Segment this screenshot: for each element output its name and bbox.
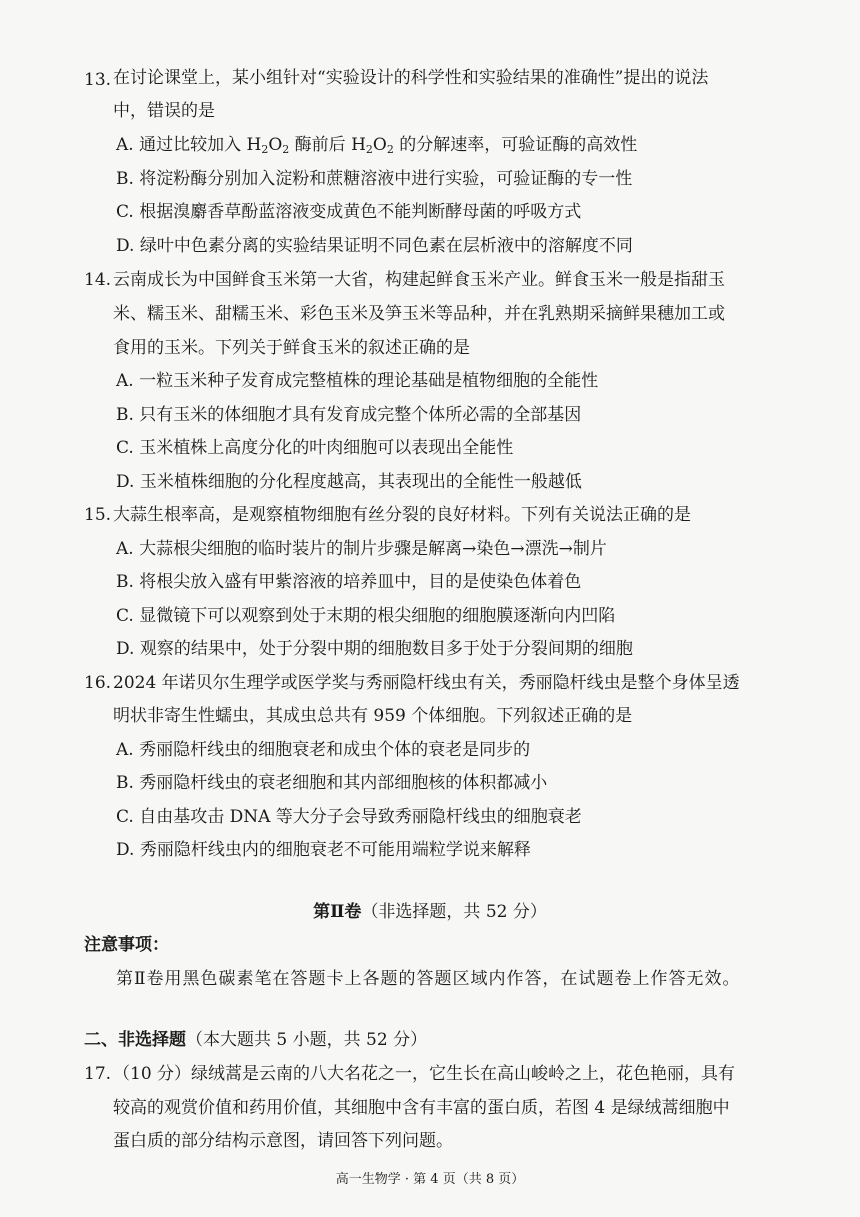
option-b: B. 将根尖放入盛有甲紫溶液的培养皿中，目的是使染色体着色 [116,572,582,592]
option-b: B. 只有玉米的体细胞才具有发育成完整个体所必需的全部基因 [116,405,582,425]
question-stem: 较高的观赏价值和药用价值，其细胞中含有丰富的蛋白质，若图 4 是绿绒蒿细胞中 [113,1098,730,1118]
option-d: D. 玉米植株细胞的分化程度越高，其表现出的全能性一般越低 [116,472,582,492]
question-stem: 在讨论课堂上，某小组针对“实验设计的科学性和实验结果的准确性”提出的说法 [113,68,709,88]
option-a: A. 通过比较加入 $H_2O_2$ 酶前后 $H_2O_2$ 的分解速率，可验证酶的高效性 [116,135,638,156]
option-c: C. 自由基攻击 DNA 等大分子会导致秀丽隐杆线虫的细胞衰老 [116,807,582,827]
question-stem: 米、糯玉米、甜糯玉米、彩色玉米及笋玉米等品种，并在乳熟期采摘鲜果穗加工或 [113,304,725,324]
option-c: C. 根据溴麝香草酚蓝溶液变成黄色不能判断酵母菌的呼吸方式 [116,202,582,222]
question-stem: 2024 年诺贝尔生理学或医学奖与秀丽隐杆线虫有关，秀丽隐杆线虫是整个身体呈透 [113,673,740,693]
part-two-title: 第Ⅱ卷（非选择题，共 52 分） [313,902,547,922]
question-number: 17. [84,1064,112,1084]
option-a: A. 一粒玉米种子发育成完整植株的理论基础是植物细胞的全能性 [116,371,599,391]
option-b: B. 秀丽隐杆线虫的衰老细胞和其内部细胞核的体积都减小 [116,773,548,793]
option-d: D. 绿叶中色素分离的实验结果证明不同色素在层析液中的溶解度不同 [116,236,633,256]
question-stem: 中，错误的是 [113,101,215,121]
option-d: D. 秀丽隐杆线虫内的细胞衰老不可能用端粒学说来解释 [116,840,531,860]
question-stem: 云南成长为中国鲜食玉米第一大省，构建起鲜食玉米产业。鲜食玉米一般是指甜玉 [113,270,725,290]
question-number: 14. [84,270,112,290]
question-stem: 明状非寄生性蠕虫，其成虫总共有 959 个体细胞。下列叙述正确的是 [113,706,633,726]
option-c: C. 显微镜下可以观察到处于末期的根尖细胞的细胞膜逐渐向内凹陷 [116,606,616,626]
notice-title: 注意事项： [84,935,169,955]
question-stem: 蛋白质的部分结构示意图，请回答下列问题。 [113,1131,453,1151]
option-b: B. 将淀粉酶分别加入淀粉和蔗糖溶液中进行实验，可验证酶的专一性 [116,169,633,189]
option-c: C. 玉米植株上高度分化的叶肉细胞可以表现出全能性 [116,438,514,458]
question-number: 16. [84,673,112,693]
question-stem: （10 分）绿绒蒿是云南的八大名花之一，它生长在高山峻岭之上，花色艳丽，具有 [113,1064,736,1084]
question-number: 15. [84,505,112,525]
question-stem: 大蒜生根率高，是观察植物细胞有丝分裂的良好材料。下列有关说法正确的是 [113,505,691,525]
question-number: 13. [84,70,112,90]
section-heading: 二、非选择题（本大题共 5 小题，共 52 分） [84,1030,428,1050]
option-a: A. 秀丽隐杆线虫的细胞衰老和成虫个体的衰老是同步的 [116,740,531,760]
option-a: A. 大蒜根尖细胞的临时装片的制片步骤是解离→染色→漂洗→制片 [116,539,607,559]
question-stem: 食用的玉米。下列关于鲜食玉米的叙述正确的是 [113,338,470,358]
notice-body: 第Ⅱ卷用黑色碳素笔在答题卡上各题的答题区域内作答，在试题卷上作答无效。 [116,969,741,989]
page-footer: 高一生物学 · 第 4 页（共 8 页） [335,1172,525,1187]
option-d: D. 观察的结果中，处于分裂中期的细胞数目多于处于分裂间期的细胞 [116,639,633,659]
